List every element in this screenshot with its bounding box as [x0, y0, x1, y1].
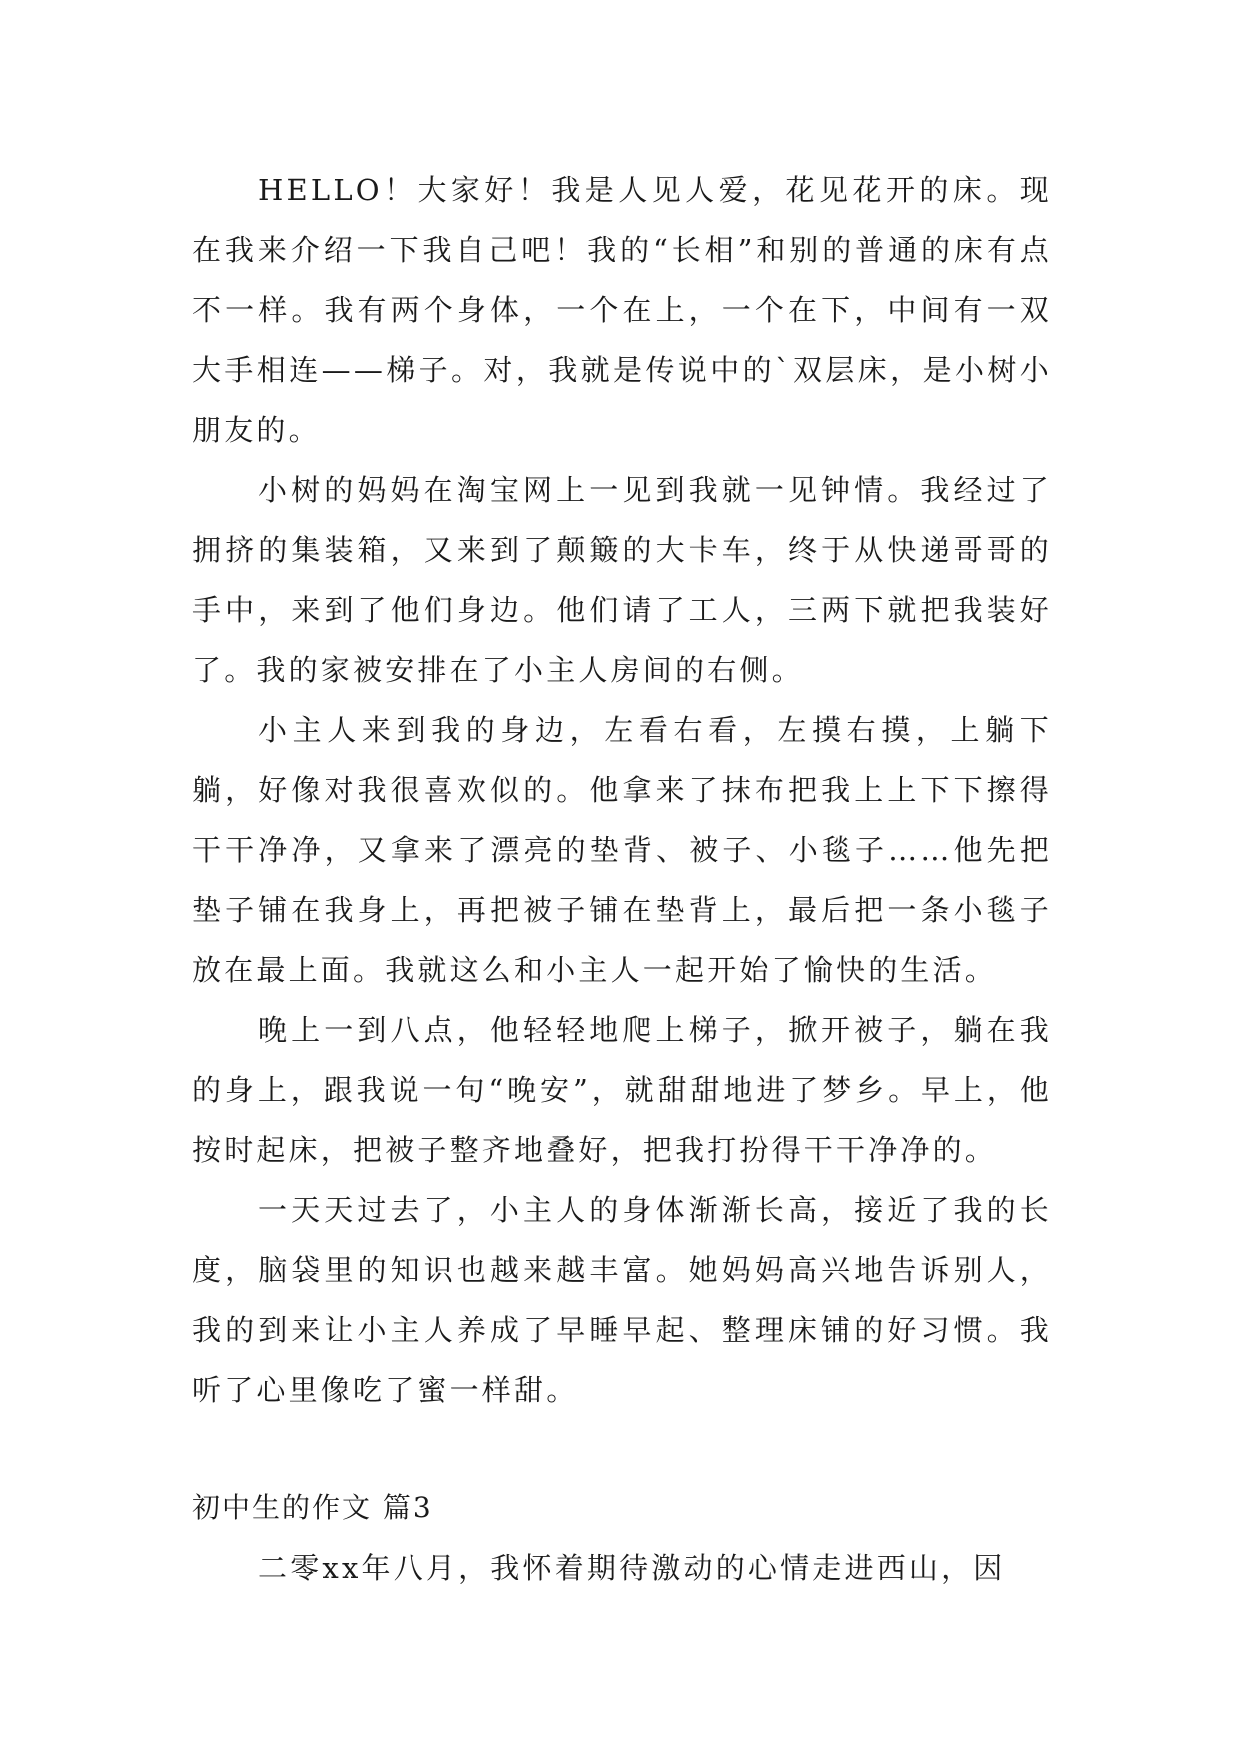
paragraph-growing-up: 一天天过去了，小主人的身体渐渐长高，接近了我的长度，脑袋里的知识也越来越丰富。她妈妈高兴地告诉别人，我的到来让小主人养成了早睡早起、整理床铺的好习惯。我听了心里像吃了蜜一样甜。 — [192, 1193, 1052, 1407]
paragraph-section-start: 二零xx年八月，我怀着期待激动的心情走进西山，因 — [258, 1551, 1006, 1585]
paragraph-first-meeting: 小主人来到我的身边，左看右看，左摸右摸，上躺下躺，好像对我很喜欢似的。他拿来了抹布把我上上下下擦得干干净净，又拿来了漂亮的垫背、被子、小毯子……他先把垫子铺在我身上，再把被子铺在垫背上，最后把一条小毯子放在最上面。我就这么和小主人一起开始了愉快的生活。 — [192, 713, 1052, 987]
paragraph-delivery: 小树的妈妈在淘宝网上一见到我就一见钟情。我经过了拥挤的集装箱，又来到了颠簸的大卡车，终于从快递哥哥的手中，来到了他们身边。他们请了工人，三两下就把我装好了。我的家被安排在了小主人房间的右侧。 — [192, 473, 1052, 687]
section-heading: 初中生的作文 篇3 — [192, 1491, 433, 1524]
document-page — [192, 160, 1052, 1598]
paragraph-intro: HELLO！大家好！我是人见人爱，花见花开的床。现在我来介绍一下我自己吧！我的“长相”和别的普通的床有点不一样。我有两个身体，一个在上，一个在下，中间有一双大手相连——梯子。对，我就是传说中的`双层床，是小树小朋友的。 — [192, 173, 1052, 447]
paragraph-bedtime: 晚上一到八点，他轻轻地爬上梯子，掀开被子，躺在我的身上，跟我说一句“晚安”，就甜甜地进了梦乡。早上，他按时起床，把被子整齐地叠好，把我打扮得干干净净的。 — [192, 1013, 1052, 1167]
